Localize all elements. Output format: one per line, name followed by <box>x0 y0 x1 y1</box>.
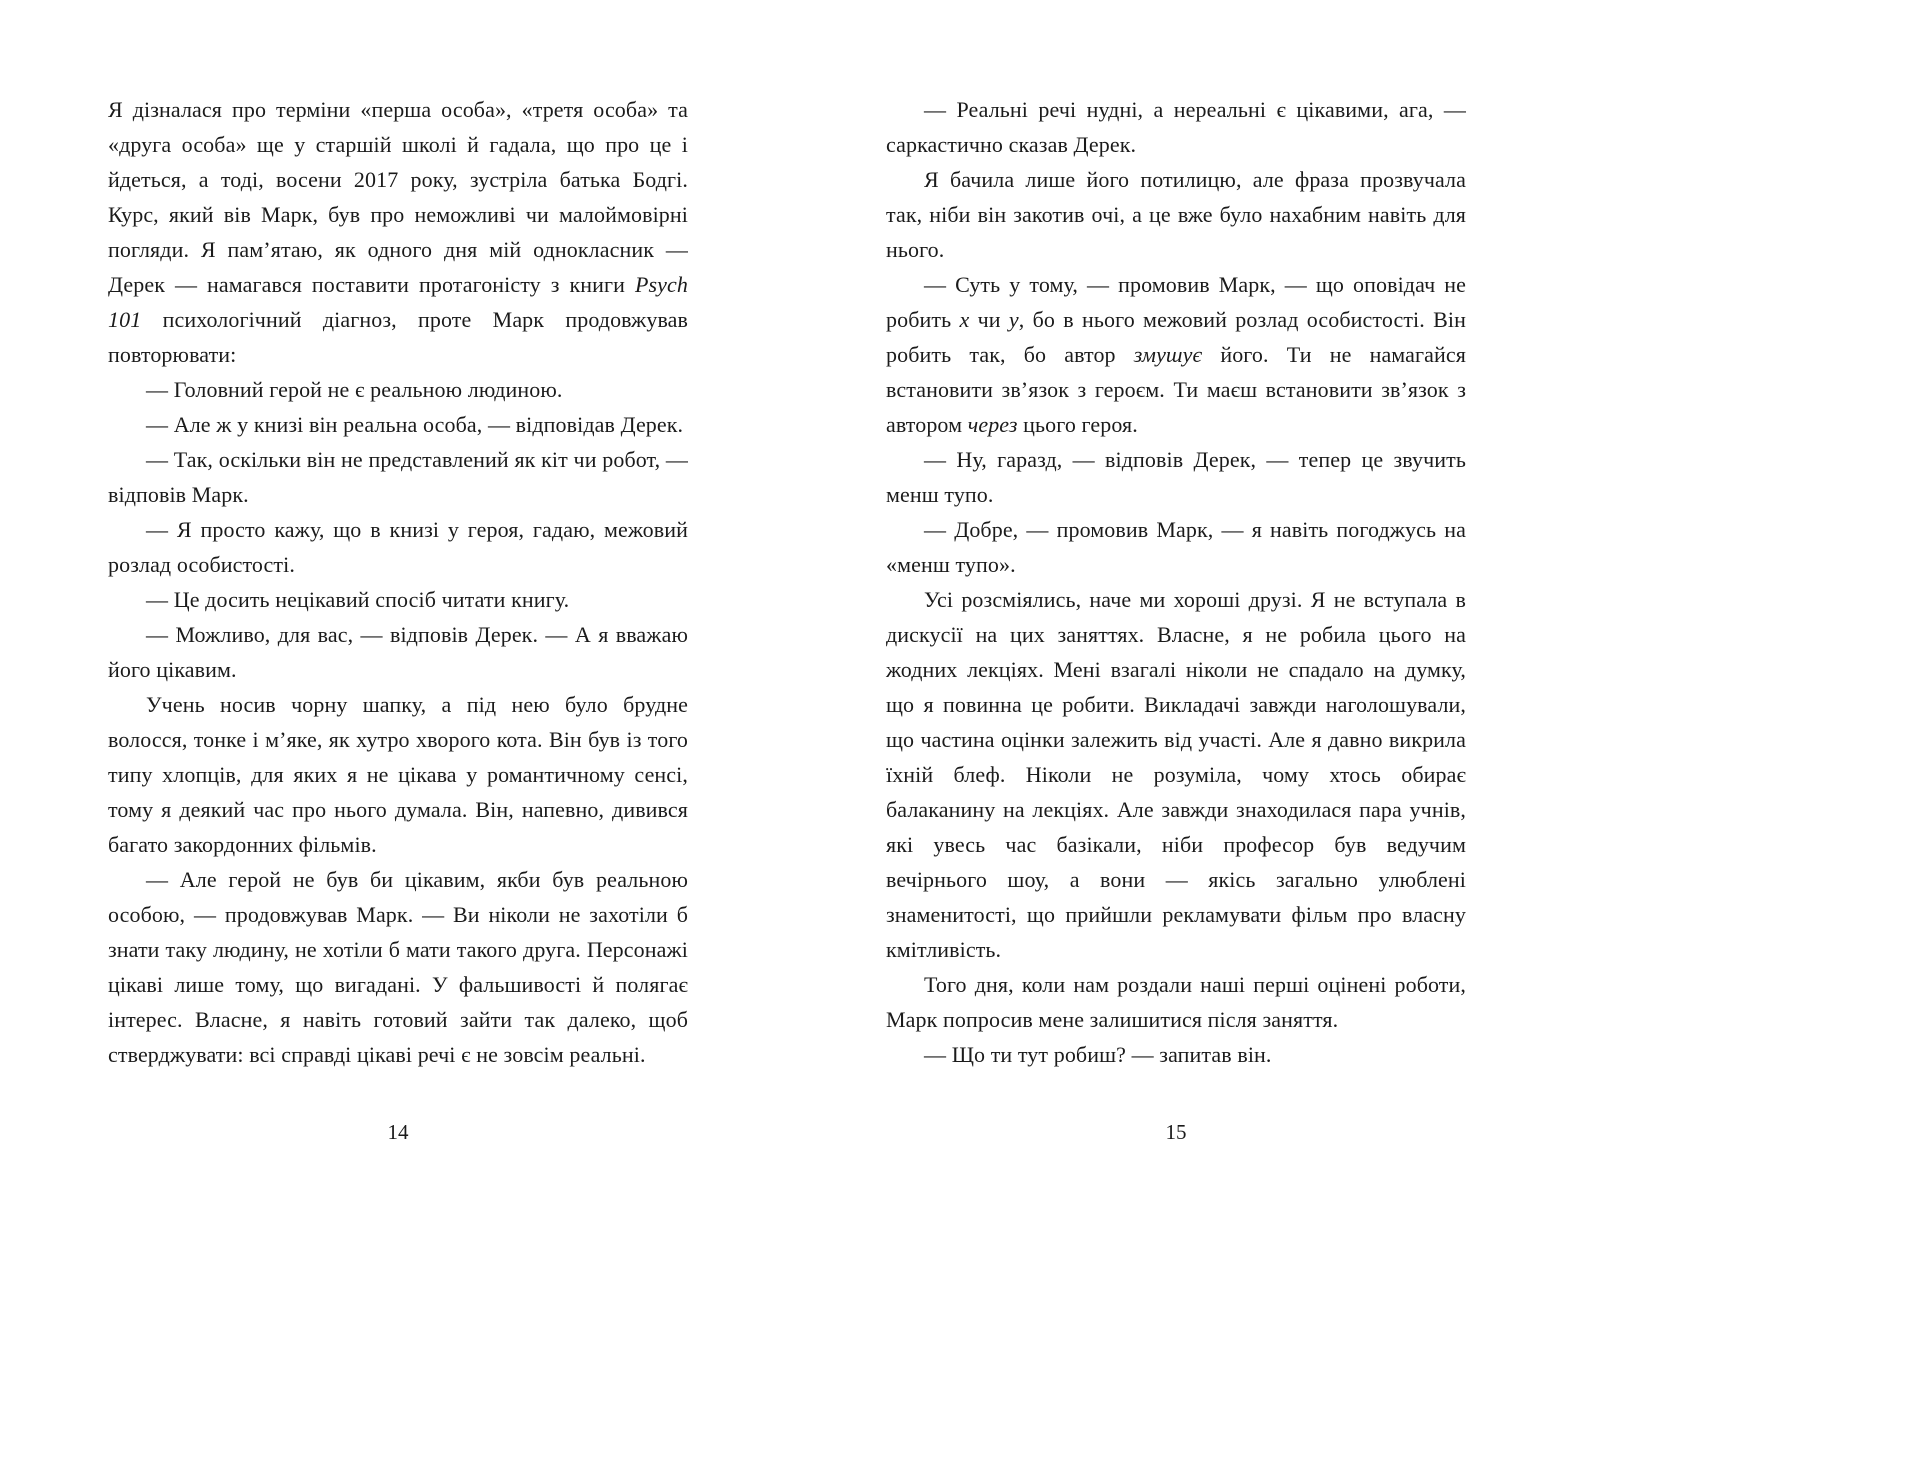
text-run: — Я просто кажу, що в книзі у героя, гадаю, межовий розлад особистості. <box>108 517 688 577</box>
text-run-italic: x <box>959 307 970 332</box>
text-run: Я бачила лише його потилицю, але фраза прозвучала так, ніби він закотив очі, а це вже було нахабним навіть для нього. <box>886 167 1466 262</box>
text-run: — Так, оскільки він не представлений як кіт чи робот, — відповів Марк. <box>108 447 688 507</box>
text-run: — Ну, гаразд, — відповів Дерек, — тепер це звучить менш тупо. <box>886 447 1466 507</box>
paragraph <box>108 687 688 862</box>
text-run-italic: змушує <box>1133 342 1203 367</box>
text-run: Усі розсміялись, наче ми хороші друзі. Я не вступала в дискусії на цих заняттях. Власне, я не робила цього на жодних лекціях. Мені взагалі ніколи не спадало на думку, що я повинна це робити. Викладачі завжди наголошували, що частина оцінки залежить від участі. Але я давно викрила їхній блеф. Ніколи не розуміла, чому хтось обирає балаканину на лекціях. Але завжди знаходилася пара учнів, які увесь час базікали, ніби професор був ведучим вечірнього шоу, а вони — якісь загально улюблені знаменитості, що прийшли рекламувати фільм про власну кмітливість. <box>886 587 1466 962</box>
text-run-italic: Psych 101 <box>108 272 688 332</box>
paragraph <box>108 582 688 617</box>
text-run: — Що ти тут робиш? — запитав він. <box>924 1042 1272 1067</box>
page-text-left <box>108 92 688 1072</box>
text-run: — Суть у тому, — промовив Марк, — що оповідач не робить <box>886 272 1466 332</box>
text-run: — Можливо, для вас, — відповів Дерек. — А я вважаю його цікавим. <box>108 622 688 682</box>
text-run-italic: y <box>1008 307 1019 332</box>
text-run: — Але ж у книзі він реальна особа, — відповідав Дерек. <box>146 412 684 437</box>
paragraph <box>886 162 1466 267</box>
text-run: цього героя. <box>1017 412 1138 437</box>
paragraph <box>886 1037 1466 1072</box>
paragraph <box>886 582 1466 967</box>
text-run: — Добре, — промовив Марк, — я навіть погоджусь на «менш тупо». <box>886 517 1466 577</box>
page-text-right <box>886 92 1466 1072</box>
page-number-left: 14 <box>387 1120 409 1144</box>
text-run: Учень носив чорну шапку, а під нею було брудне волосся, тонке і м’яке, як хутро хворого кота. Він був із того типу хлопців, для яких я не цікава у романтичному сенсі, тому я деякий час про нього думала. Він, напевно, дивився багато закордонних фільмів. <box>108 692 688 857</box>
page-right <box>886 0 1466 1477</box>
paragraph <box>886 967 1466 1037</box>
text-run: його. Ти не намагайся встановити зв’язок з героєм. Ти маєш встановити зв’язок з автором <box>886 342 1466 437</box>
paragraph <box>108 442 688 512</box>
text-run: — Реальні речі нудні, а нереальні є цікавими, ага, — саркастично сказав Дерек. <box>886 97 1466 157</box>
page-left <box>108 0 688 1477</box>
page-number-right: 15 <box>1165 1120 1187 1144</box>
paragraph <box>108 862 688 1072</box>
text-run: Я дізналася про терміни «перша особа», «третя особа» та «друга особа» ще у старшій школі й гадала, що про це і йдеться, а тоді, восени 2017 року, зустріла батька Бодгі. Курс, який вів Марк, був про неможливі чи малоймовірні погляди. Я пам’ятаю, як одного дня мій однокласник — Дерек — намагався поставити протагоністу з книги <box>108 97 688 297</box>
paragraph <box>886 267 1466 442</box>
paragraph <box>108 617 688 687</box>
text-run: Того дня, коли нам роздали наші перші оцінені роботи, Марк попросив мене залишитися після заняття. <box>886 972 1466 1032</box>
paragraph <box>108 407 688 442</box>
paragraph <box>108 372 688 407</box>
text-run: — Це досить нецікавий спосіб читати книгу. <box>146 587 570 612</box>
paragraph <box>886 92 1466 162</box>
paragraph <box>886 512 1466 582</box>
text-run: — Головний герой не є реальною людиною. <box>146 377 563 402</box>
paragraph <box>108 512 688 582</box>
text-run-italic: через <box>967 412 1018 437</box>
text-run: — Але герой не був би цікавим, якби був реальною особою, — продовжував Марк. — Ви ніколи не захотіли б знати таку людину, не хотіли б мати такого друга. Персонажі цікаві лише тому, що вигадані. У фальшивості й полягає інтерес. Власне, я навіть готовий зайти так далеко, щоб стверджувати: всі справді цікаві речі є не зовсім реальні. <box>108 867 688 1067</box>
paragraph <box>886 442 1466 512</box>
text-run: , бо в нього межовий розлад особистості. Він робить так, бо автор <box>886 307 1466 367</box>
paragraph <box>108 92 688 372</box>
text-run: чи <box>969 307 1009 332</box>
text-run: психологічний діагноз, проте Марк продовжував повторювати: <box>108 307 688 367</box>
